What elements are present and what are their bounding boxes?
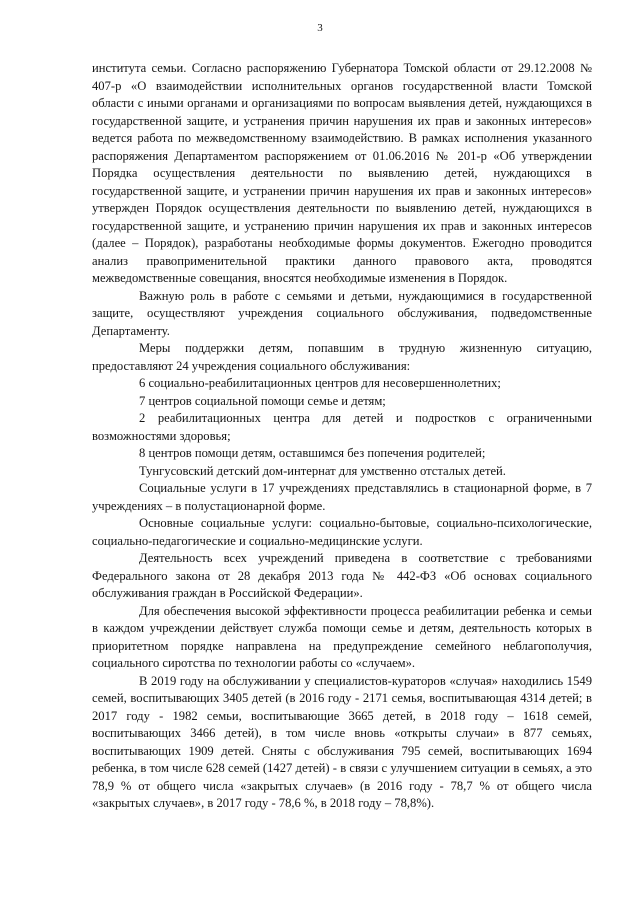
paragraph-statistics-2019: В 2019 году на обслуживании у специалистов-кураторов «случая» находились 1549 семей, воспитывающих 3405 детей (в 2016 году - 2171 семья, воспитывающая 4314 детей; в 2017 году - 1982 семьи, воспитывающие 3665 детей, в 2018 году – 1618 семей, воспитывающих 3466 детей), в том числе вновь «открыты случаи» в 877 семьях, воспитывающих 1909 детей. Сняты с обслуживания 795 семей, воспитывающих 1694 ребенка, в том числе 628 семей (1427 детей) - в связи с улучшением ситуации в семьях, а это 78,9 % от общего числа «закрытых случаев» (в 2016 году - 78,7 % от общего числа «закрытых случаев», в 2017 году - 78,6 %, в 2018 году – 78,8%). [92, 673, 592, 810]
list-item-family-help-centers: 7 центров социальной помощи семье и детям; [139, 393, 386, 408]
paragraph-social-institutions: Важную роль в работе с семьями и детьми, нуждающимися в государственной защите, осуществляют учреждения социального обслуживания, подведомственные Департаменту. [92, 288, 592, 338]
page-number: 3 [317, 22, 323, 34]
list-item-boarding-home: Тунгусовский детский дом-интернат для умственно отсталых детей. [139, 463, 506, 478]
paragraph-legal-framework: института семьи. Согласно распоряжению Губернатора Томской области от 29.12.2008 № 407-р «О взаимодействии исполнительных органов государственной власти Томской области с иными органами и организациями по вопросам выявления детей, нуждающихся в государственной защите, и устранения причин нарушения их прав и законных интересов» ведется работа по межведомственному взаимодействию. В рамках исполнения указанного распоряжения Департаментом распоряжением от 01.06.2016 № 201-р «Об утверждении Порядка осуществления деятельности по выявлению детей, нуждающихся в государственной защите, и устранении причин нарушения их прав и законных интересов» утвержден Порядок осуществления деятельности по выявлению детей, нуждающихся в государственной защите, и устранению причин нарушения их прав и законных интересов (далее – Порядок), разработаны необходимые формы документов. Ежегодно проводится анализ правоприменительной практики данного правового акта, проводятся межведомственные совещания, вносятся необходимые изменения в Порядок. [92, 61, 592, 285]
paragraph-service-forms: Социальные услуги в 17 учреждениях представлялись в стационарной форме, в 7 учреждениях – в полустационарной форме. [92, 481, 592, 513]
body-text [92, 60, 592, 813]
paragraph-support-measures: Меры поддержки детям, попавшим в трудную жизненную ситуацию, предоставляют 24 учреждения социального обслуживания: [92, 341, 592, 373]
paragraph-main-services: Основные социальные услуги: социально-бытовые, социально-психологические, социально-педагогические и социально-медицинские услуги. [92, 516, 592, 548]
list-item-orphan-help-centers: 8 центров помощи детям, оставшимся без попечения родителей; [139, 446, 486, 460]
paragraph-federal-law: Деятельность всех учреждений приведена в соответствие с требованиями Федерального закона от 28 декабря 2013 года № 442-ФЗ «Об основах социального обслуживания граждан в Российской Федерации». [92, 551, 592, 600]
paragraph-family-help-service: Для обеспечения высокой эффективности процесса реабилитации ребенка и семьи в каждом учреждении действует служба помощи семье и детям, деятельность которых в приоритетном порядке направлена на предупреждение семейного неблагополучия, социального сиротства по технологии работы со «случаем». [92, 603, 592, 670]
list-item-disability-rehab-centers: 2 реабилитационных центра для детей и подростков с ограниченными возможностями здоровья; [92, 411, 592, 443]
list-item-rehab-centers: 6 социально-реабилитационных центров для несовершеннолетних; [139, 376, 501, 390]
